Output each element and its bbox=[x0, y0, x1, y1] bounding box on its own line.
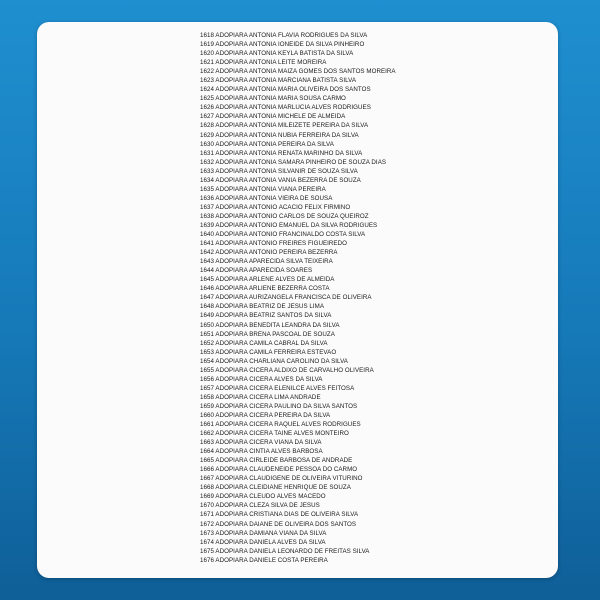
list-item: 1624 ADOPIARA ANTONIA MARIA OLIVEIRA DOS SANTOS bbox=[200, 86, 371, 94]
list-item: 1661 ADOPIARA CICERA RAQUEL ALVES RODRIGUES bbox=[200, 421, 361, 429]
list-item: 1620 ADOPIARA ANTONIA KEYLA BATISTA DA SILVA bbox=[200, 50, 354, 58]
list-item: 1638 ADOPIARA ANTONIO CARLOS DE SOUZA QUEIROZ bbox=[200, 212, 369, 220]
list-item: 1668 ADOPIARA CLEIDIANE HENRIQUE DE SOUZA bbox=[200, 484, 351, 492]
list-item: 1671 ADOPIARA CRISTIANA DIAS DE OLIVEIRA SILVA bbox=[200, 511, 359, 519]
list-item: 1667 ADOPIARA CLAUDIGENE DE OLIVEIRA VITURINO bbox=[200, 475, 363, 483]
list-item: 1635 ADOPIARA ANTONIA VIANA PEREIRA bbox=[200, 185, 326, 193]
list-item: 1654 ADOPIARA CHARLIANA CAROLINO DA SILVA bbox=[200, 357, 348, 365]
list-item: 1619 ADOPIARA ANTONIA IONEIDE DA SILVA PINHEIRO bbox=[200, 41, 365, 49]
list-item: 1653 ADOPIARA CAMILA FERREIRA ESTEVAO bbox=[200, 348, 337, 356]
list-item: 1633 ADOPIARA ANTONIA SILVANIR DE SOUZA SILVA bbox=[200, 167, 358, 175]
list-item: 1663 ADOPIARA CICERA VIANA DA SILVA bbox=[200, 439, 322, 447]
list-item: 1658 ADOPIARA CICERA LIMA ANDRADE bbox=[200, 393, 321, 401]
list-item: 1669 ADOPIARA CLEUDO ALVES MACEDO bbox=[200, 493, 326, 501]
list-item: 1670 ADOPIARA CLEZA SILVA DE JESUS bbox=[200, 502, 320, 510]
list-item: 1628 ADOPIARA ANTONIA MILEIZETE PEREIRA DA SILVA bbox=[200, 122, 369, 130]
list-item: 1645 ADOPIARA ARLENE ALVES DE ALMEIDA bbox=[200, 276, 335, 284]
list-item: 1644 ADOPIARA APARECIDA SOARES bbox=[200, 267, 313, 275]
list-item: 1622 ADOPIARA ANTONIA MAIZA GOMES DOS SANTOS MOREIRA bbox=[200, 68, 396, 76]
list-item: 1656 ADOPIARA CICERA ALVES DA SILVA bbox=[200, 375, 323, 383]
list-item: 1643 ADOPIARA APARECIDA SILVA TEIXEIRA bbox=[200, 258, 333, 266]
list-item: 1634 ADOPIARA ANTONIA VANIA BEZERRA DE SOUZA bbox=[200, 176, 361, 184]
list-item: 1665 ADOPIARA CIRLEIDE BARBOSA DE ANDRADE bbox=[200, 457, 353, 465]
list-item: 1664 ADOPIARA CINTIA ALVES BARBOSA bbox=[200, 448, 323, 456]
list-item: 1675 ADOPIARA DANIELA LEONARDO DE FREITAS SILVA bbox=[200, 547, 370, 555]
list-item: 1674 ADOPIARA DANIELA ALVES DA SILVA bbox=[200, 538, 326, 546]
list-item: 1652 ADOPIARA CAMILA CABRAL DA SILVA bbox=[200, 339, 328, 347]
name-list bbox=[200, 31, 396, 565]
list-item: 1618 ADOPIARA ANTONIA FLAVIA RODRIGUES DA SILVA bbox=[200, 32, 368, 39]
list-item: 1666 ADOPIARA CLAUDENEIDE PESSOA DO CARMO bbox=[200, 466, 358, 474]
list-item: 1660 ADOPIARA CICERA PEREIRA DA SILVA bbox=[200, 411, 331, 419]
document-card bbox=[37, 22, 558, 578]
list-item: 1640 ADOPIARA ANTONIO FRANCINALDO COSTA SILVA bbox=[200, 231, 366, 239]
list-item: 1651 ADOPIARA BRENA PASCOAL DE SOUZA bbox=[200, 330, 335, 338]
list-item: 1646 ADOPIARA ARLIENE BEZERRA COSTA bbox=[200, 285, 330, 293]
list-item: 1636 ADOPIARA ANTONIA VIEIRA DE SOUSA bbox=[200, 194, 333, 202]
list-item: 1662 ADOPIARA CICERA TAINE ALVES MONTEIRO bbox=[200, 430, 349, 438]
list-item: 1655 ADOPIARA CICERA ALDIXO DE CARVALHO OLIVEIRA bbox=[200, 366, 374, 374]
list-item: 1647 ADOPIARA AURIZANGELA FRANCISCA DE OLIVEIRA bbox=[200, 294, 372, 302]
list-item: 1625 ADOPIARA ANTONIA MARIA SOUSA CARMO bbox=[200, 95, 346, 103]
list-item: 1676 ADOPIARA DANIELE COSTA PEREIRA bbox=[200, 556, 328, 564]
list-item: 1641 ADOPIARA ANTONIO FREIRES FIGUEIREDO bbox=[200, 240, 347, 248]
list-item: 1626 ADOPIARA ANTONIA MARLUCIA ALVES RODRIGUES bbox=[200, 104, 371, 112]
list-item: 1630 ADOPIARA ANTONIA PEREIRA DA SILVA bbox=[200, 140, 334, 148]
list-item: 1637 ADOPIARA ANTONIO ACACIO FELIX FIRMINO bbox=[200, 203, 351, 211]
list-item: 1659 ADOPIARA CICERA PAULINO DA SILVA SANTOS bbox=[200, 402, 358, 410]
list-item: 1648 ADOPIARA BEATRIZ DE JESUS LIMA bbox=[200, 303, 325, 311]
list-item: 1657 ADOPIARA CICERA ELENILCE ALVES FEITOSA bbox=[200, 384, 355, 392]
list-item: 1631 ADOPIARA ANTONIA RENATA MARINHO DA SILVA bbox=[200, 149, 363, 157]
list-item: 1629 ADOPIARA ANTONIA NUBIA FERREIRA DA SILVA bbox=[200, 131, 359, 139]
list-item: 1642 ADOPIARA ANTONIO PEREIRA BEZERRA bbox=[200, 249, 338, 257]
list-item: 1672 ADOPIARA DAIANE DE OLIVEIRA DOS SANTOS bbox=[200, 520, 357, 528]
list-item: 1623 ADOPIARA ANTONIA MARCIANA BATISTA SILVA bbox=[200, 77, 357, 85]
list-item: 1627 ADOPIARA ANTONIA MICHELE DE ALMEIDA bbox=[200, 113, 346, 121]
list-item: 1621 ADOPIARA ANTONIA LEITE MOREIRA bbox=[200, 59, 327, 67]
list-item: 1650 ADOPIARA BENEDITA LEANDRA DA SILVA bbox=[200, 321, 340, 329]
list-item: 1632 ADOPIARA ANTONIA SAMARA PINHEIRO DE SOUZA DIAS bbox=[200, 158, 387, 166]
list-item: 1673 ADOPIARA DAMIANA VIANA DA SILVA bbox=[200, 529, 327, 537]
list-item: 1639 ADOPIARA ANTONIO EMANUEL DA SILVA RODRIGUES bbox=[200, 221, 378, 229]
list-item: 1649 ADOPIARA BEATRIZ SANTOS DA SILVA bbox=[200, 312, 332, 320]
